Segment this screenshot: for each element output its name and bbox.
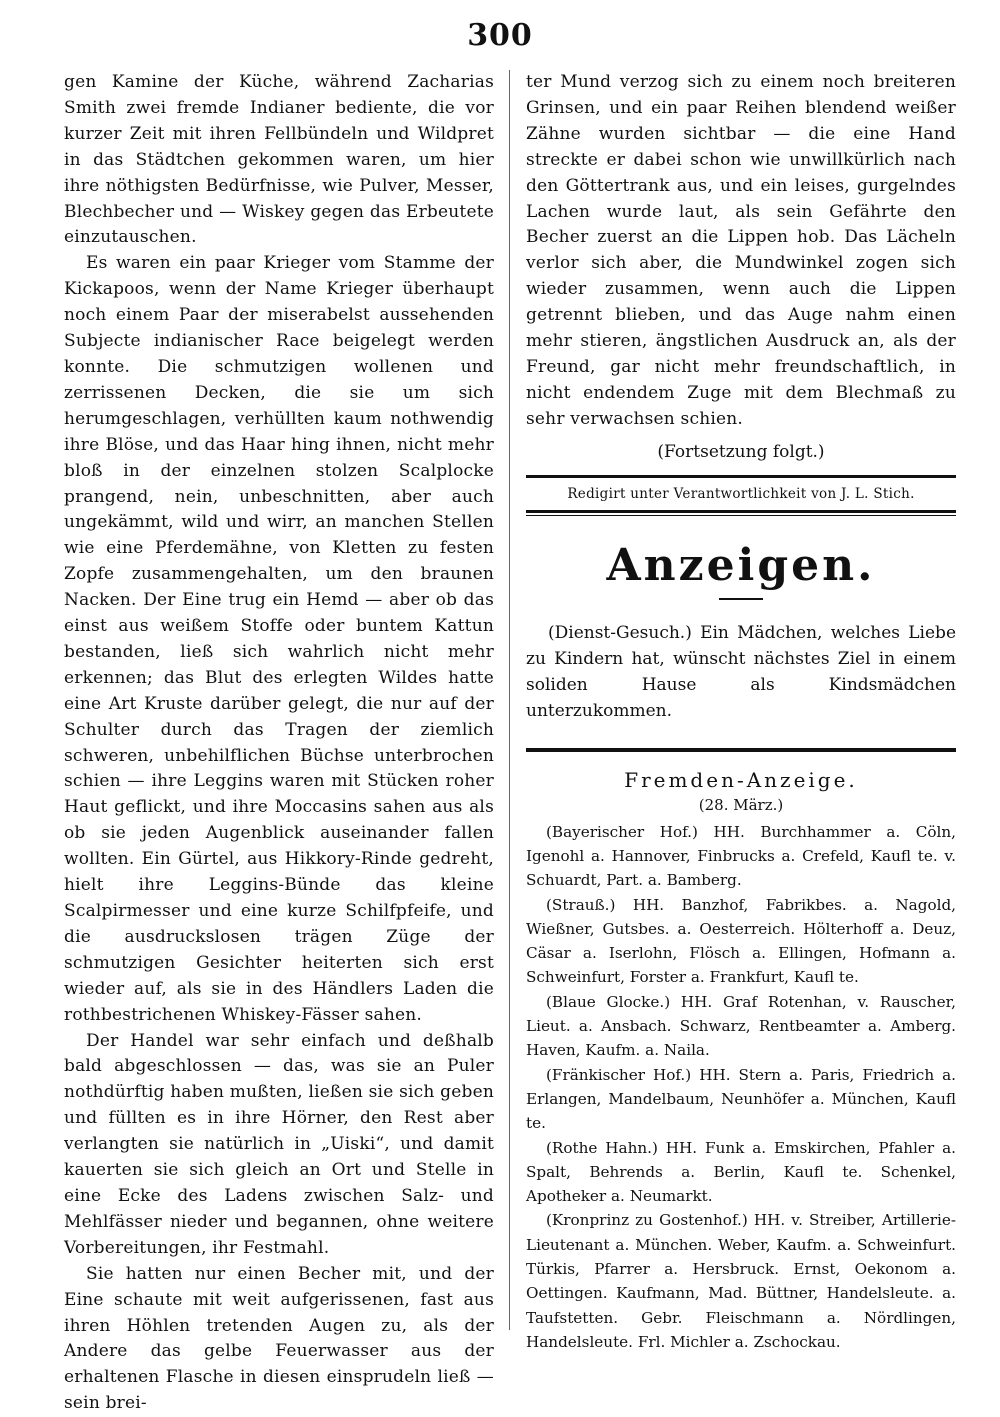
continuation-note: (Fortsetzung folgt.) <box>657 441 825 462</box>
paragraph: Der Handel war sehr einfach und deßhalb bald abgeschlossen — das, was sie an Puler nothdürftig haben mußten, ließen sie sich geben und füllten es in ihre Hörner, den Rest aber verlangten sie natürlich in „Uiski“, und damit kauerten sie sich gleich an Ort und Stelle in eine Ecke des Ladens zwischen Salz- und Mehlfässer nieder und begannen, ohne weitere Vorbereitungen, ihr Festmahl. <box>64 1030 494 1258</box>
section-rule <box>526 748 956 752</box>
paragraph: gen Kamine der Küche, während Zacharias Smith zwei fremde Indianer bediente, die vor kurzer Zeit mit ihren Fellbündeln und Wildpret in das Städtchen gekommen waren, um hier ihre nöthigsten Bedürfnisse, wie Pulver, Messer, Blechbecher und — Wiskey gegen das Erbeutete einzutauschen. <box>64 72 494 248</box>
guest-entry: (Bayerischer Hof.) HH. Burchhammer a. Cöln, Igenohl a. Hannover, Finbrucks a. Crefeld, Kaufl te. v. Schuardt, Part. a. Bamberg. <box>526 822 956 890</box>
guest-entry: (Blaue Glocke.) HH. Graf Rotenhan, v. Rauscher, Lieut. a. Ansbach. Schwarz, Rentbeamter a. Amberg. Haven, Kaufm. a. Naila. <box>526 992 956 1060</box>
short-rule <box>719 598 763 600</box>
column-divider <box>509 70 510 1330</box>
page-number: 300 <box>467 18 533 53</box>
paragraph: Es waren ein paar Krieger vom Stamme der Kickapoos, wenn der Name Krieger überhaupt noch einem Paar der miserabelst aussehenden Subjecte indianischer Race beigelegt werden konnte. Die schmutzigen wollenen und zerrissenen Decken, die sie um sich herumgeschlagen, verhüllten kaum nothwendig ihre Blöse, und das Haar hing ihnen, nicht mehr bloß in der einzelnen stolzen Scalplocke prangend, nein, unbeschnitten, aber auch ungekämmt, wild und wirr, an manchen Stellen wie eine Pferdemähne, von Kletten zu festen Zopfe zusammengehalten, um den braunen Nacken. Der Eine trug ein Hemd — aber ob das einst aus weißem Stoffe oder buntem Kattun bestanden, ließ sich wahrlich nicht mehr erkennen; das Blut des erlegten Wildes hatte eine Art Kruste darüber gelegt, die nur auf der Schulter durch das Tragen der ziemlich schweren, unbehilflichen Büchse unterbrochen schien — ihre Leggins waren mit Stücken roher Haut geflickt, und ihre Moccasins sahen aus als ob sie jeden Augenblick auseinander fallen wollten. Ein Gürtel, aus Hikkory-Rinde gedreht, hielt ihre Leggins-Bünde das kleine Scalpirmesser und eine kurze Schilfpfeife, und die ausdruckslosen trägen Züge der schmutzigen Gesichter heiterten sich erst wieder auf, als sie in des Händlers Laden die rothbestrichenen Whiskey-Fässer sahen. <box>64 253 494 1025</box>
story-continuation: ter Mund verzog sich zu einem noch breiteren Grinsen, und ein paar Reihen blendend weißer Zähne wurden sichtbar — die eine Hand streckte er dabei schon wie unwillkürlich nach den Göttertrank aus, und ein leises, gurgelndes Lachen wurde laut, als sein Gefährte den Becher zuerst an die Lippen hob. Das Lächeln verlor sich aber, die Mundwinkel zogen sich wieder zusammen, wenn auch die Lippen getrennt blieben, und das Auge nahm einen mehr stieren, ängstlichen Ausdruck an, als der Freund, gar nicht mehr freundschaftlich, in nicht endendem Zuge mit dem Blechmaß zu sehr verwachsen schien. <box>526 72 956 429</box>
job-ad: (Dienst-Gesuch.) Ein Mädchen, welches Liebe zu Kindern hat, wünscht nächstes Ziel in einem soliden Hause als Kindsmädchen unterzukommen. <box>526 622 956 721</box>
left-column <box>64 70 494 1417</box>
guest-entry: (Rothe Hahn.) HH. Funk a. Emskirchen, Pfahler a. Spalt, Behrends a. Berlin, Kaufl te. Schenkel, Apotheker a. Neumarkt. <box>526 1138 956 1206</box>
editor-line: Redigirt unter Verantwortlichkeit von J. L. Stich. <box>567 485 915 502</box>
guest-entry: (Fränkischer Hof.) HH. Stern a. Paris, Friedrich a. Erlangen, Mandelbaum, Neunhöfer a. München, Kaufl te. <box>526 1065 956 1133</box>
divider-rule <box>526 475 956 478</box>
guest-list-date: (28. März.) <box>698 795 784 814</box>
double-rule <box>526 510 956 516</box>
paragraph: Sie hatten nur einen Becher mit, und der Eine schaute mit weit aufgerissenen, fast aus ihren Höhlen tretenden Augen zu, als der Andere das gelbe Feuerwasser aus der erhaltenen Flasche in diesen einsprudeln ließ — sein brei- <box>64 1263 494 1414</box>
guest-entry: (Kronprinz zu Gostenhof.) HH. v. Streiber, Artillerie-Lieutenant a. München. Weber, Kaufm. a. Schweinfurt. Türkis, Pfarrer a. Hersbruck. Ernst, Oekonom a. Oettingen. Kaufmann, Mad. Büttner, Handelsleute. a. Taufstetten. Gebr. Fleischmann a. Nördlingen, Handelsleute. Frl. Michler a. Zschockau. <box>526 1211 956 1351</box>
advertisements-heading: Anzeigen. <box>606 539 876 591</box>
guest-entry: (Strauß.) HH. Banzhof, Fabrikbes. a. Nagold, Wießner, Gutsbes. a. Oesterreich. Hölterhoff a. Deuz, Cäsar a. Iserlohn, Flösch a. Ellingen, Hofmann a. Schweinfurt, Forster a. Frankfurt, Kaufl te. <box>526 895 956 987</box>
right-column <box>526 70 956 1354</box>
guest-list-heading: Fremden-Anzeige. <box>624 767 858 792</box>
